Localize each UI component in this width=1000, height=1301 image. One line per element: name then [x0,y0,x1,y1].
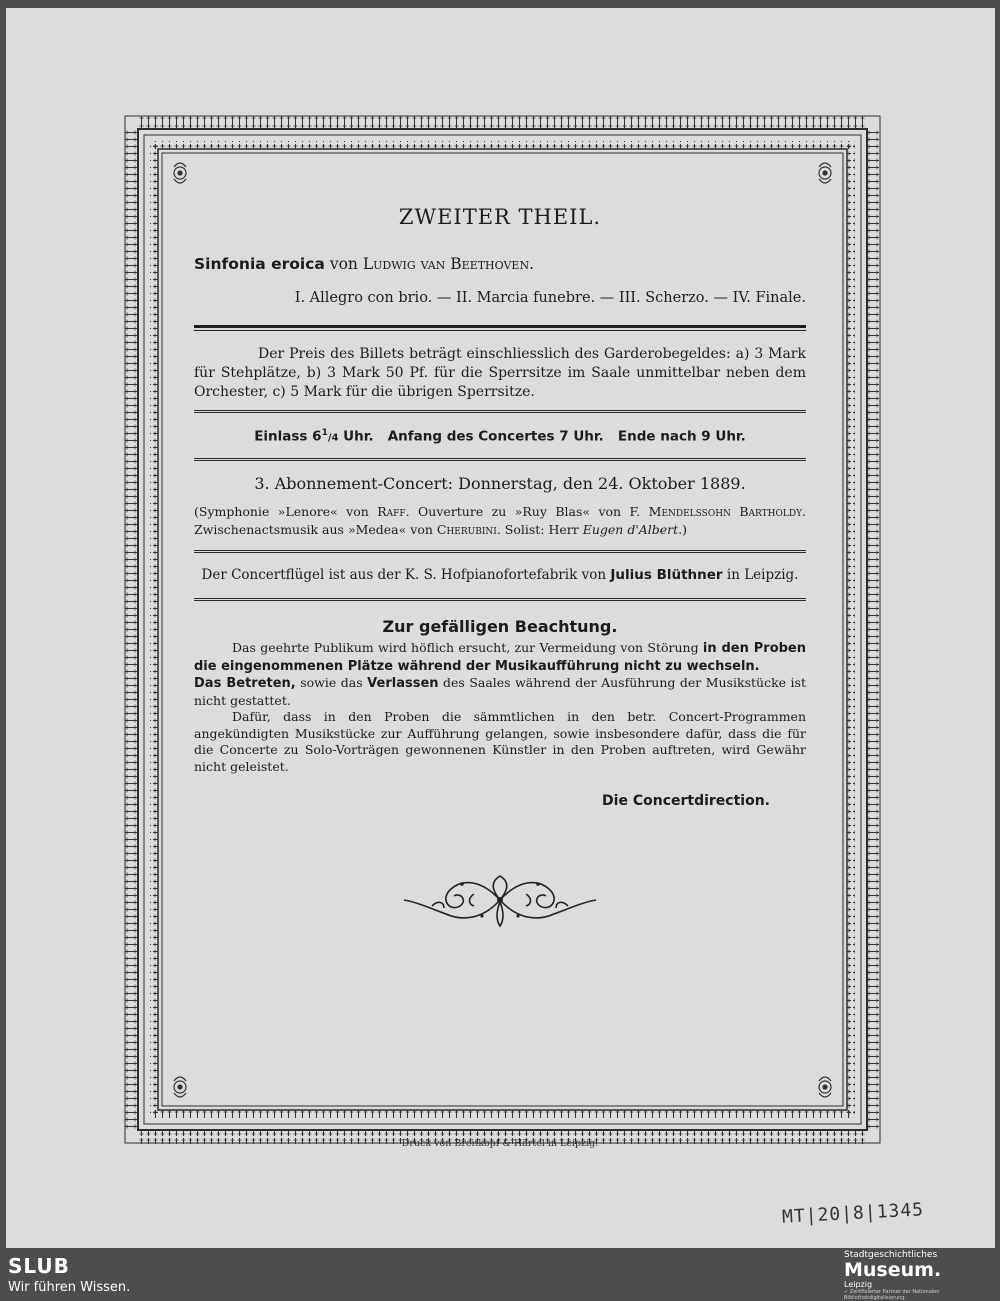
printer-imprint: Druck von Breitkopf & Härtel in Leipzig. [401,1138,599,1149]
nc-mendelssohn: Mendelssohn Bartholdy [648,504,803,519]
museum-city: Leipzig [844,1280,873,1289]
notice-p2-mid: sowie das [295,675,368,690]
notice-p2-bold2: Verlassen [367,676,439,691]
ende: Ende nach 9 Uhr. [617,428,746,445]
nc-p4: . Solist: Herr [496,522,583,537]
einlass-rest: Uhr. [338,428,374,445]
divider [194,410,806,413]
fluegel-post: in Leipzig. [722,567,799,583]
movements: I. Allegro con brio. — II. Marcia funebre. — III. Scherzo. — IV. Finale. [294,290,806,306]
section-title: ZWEITER THEIL. [398,205,602,229]
anfang: Anfang des Concertes 7 Uhr. [387,428,604,445]
divider [194,598,806,601]
nc-raff: Raff [377,504,406,519]
shelfmark: MT|20|8|1345 [781,1199,925,1228]
next-concert-heading: 3. Abonnement-Concert: Donnerstag, den 24. Oktober 1889. [254,474,746,493]
museum-branding[interactable] [844,1250,984,1301]
times-line [194,428,806,445]
nc-p1: (Symphonie »Lenore« von [194,504,378,519]
signature: Die Concertdirection. [602,793,770,809]
nc-p5: .) [678,522,688,537]
nc-cherubini: Cherubini [436,522,497,537]
work-by: von [329,255,358,273]
notice-p1-pre: Das geehrte Publikum wird höflich ersucht, zur Vermeidung von Störung [232,640,703,655]
museum-name[interactable]: Museum. [844,1259,942,1281]
notice-p2-bold1: Das Betreten, [194,676,296,691]
piano-line [194,567,806,583]
divider [194,550,806,553]
work-line [194,255,806,273]
einlass-sub: /4 [327,432,339,444]
nc-p2: . Ouverture zu »Ruy Blas« von F. [405,504,649,519]
einlass-sup: 1 [321,428,328,438]
museum-partner-note: ✓ Zertifizierter Partner der Nationalen Bibliothekdigitalisierung [844,1289,940,1301]
notice-title: Zur gefälligen Beachtung. [382,617,618,636]
notice-body [194,640,806,775]
einlass-label: Einlass 6 [254,428,322,445]
fluegel-pre: Der Concertflügel ist aus der K. S. Hofpianofortefabrik von [201,567,611,583]
notice-p1-bold: in den Proben die eingenommenen Plätze während der Musikaufführung nicht zu wechseln. [194,641,806,674]
slub-logo[interactable]: SLUB [8,1254,70,1278]
notice-p2-post: des Saales während der Ausführung der Musikstücke ist nicht gestattet. [194,675,806,708]
ornament-vignette [402,872,598,928]
divider [194,325,806,331]
composer: Ludwig van Beethoven. [362,255,534,273]
divider [194,458,806,461]
nc-p3: . Zwischenactsmusik aus »Medea« von [194,504,806,537]
work-title: Sinfonia eroica [194,255,325,273]
next-concert-program [194,503,806,539]
museum-line1: Stadtgeschichtliches [844,1250,938,1260]
price-text: Der Preis des Billets beträgt einschliesslich des Garderobegeldes: a) 3 Mark für Stehplätze, b) 3 Mark 50 Pf. für die Sperrsitze im Saale unmittelbar neben dem Orchester, c) 5 Mark für die übrigen Sperrsitze. [194,346,806,400]
slub-branding[interactable] [8,1254,130,1295]
slub-tagline: Wir führen Wissen. [8,1280,131,1295]
fluegel-maker: Julius Blüthner [610,567,723,583]
notice-p3: Dafür, dass in den Proben die sämmtlichen in den betr. Concert-Programmen angekündigten Musikstücke zur Aufführung gelangen, sowie insbesondere dafür, dass die für die Concerte zu Solo-Vorträgen gewonnenen Künstler in den Proben auftreten, wird Gewähr nicht geleistet. [194,709,806,774]
nc-soloist: Eugen d'Albert [582,522,679,537]
